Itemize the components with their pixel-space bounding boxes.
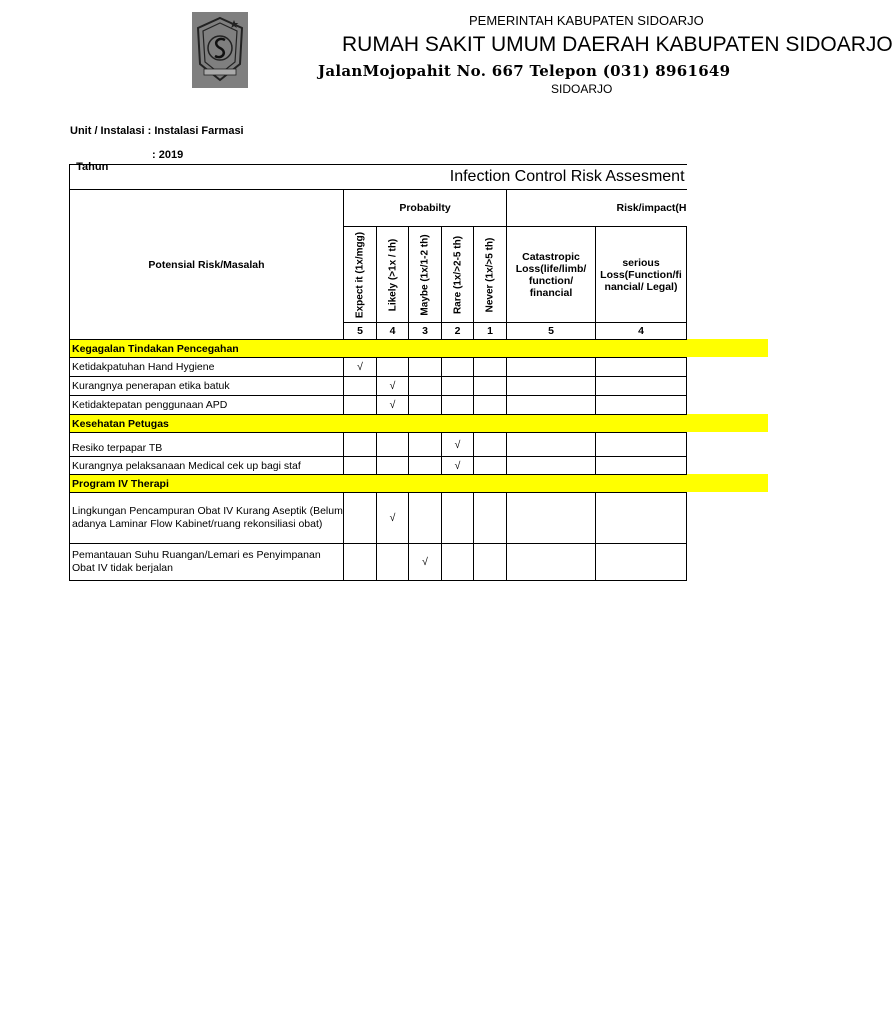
- score-cell: 4: [596, 323, 687, 340]
- year-label: Tahun: [76, 161, 109, 173]
- prob-header-maybe: Maybe (1x/1-2 th): [409, 227, 442, 323]
- table-row: [70, 377, 687, 396]
- impact-header-catastropic: Catastropic Loss(life/limb/ function/ financial: [507, 227, 596, 323]
- table-row: [70, 544, 687, 581]
- hospital-address: JalanMojopahit No. 667 Telepon (031) 8961649: [318, 62, 731, 80]
- risk-assessment-table: [69, 164, 687, 581]
- check-mark: √: [344, 358, 377, 377]
- year-value: : 2019: [152, 149, 184, 161]
- prob-header-rare: Rare (1x/>2-5 th): [442, 227, 474, 323]
- risk-item-label: Lingkungan Pencampuran Obat IV Kurang Aseptik (Belum adanya Laminar Flow Kabinet/ruang rekonsiliasi obat): [70, 493, 344, 544]
- section-title: Kegagalan Tindakan Pencegahan: [70, 340, 687, 358]
- prob-header-expect: Expect it (1x/mgg): [344, 227, 377, 323]
- hospital-city: SIDOARJO: [551, 82, 613, 96]
- check-mark: √: [442, 433, 474, 457]
- impact-header: Risk/impact(H: [507, 190, 687, 227]
- table-row: [70, 457, 687, 475]
- table-row: [70, 493, 687, 544]
- section-title: Program IV Therapi: [70, 475, 687, 493]
- unit-label: Unit / Instalasi : Instalasi Farmasi: [70, 125, 244, 137]
- letterhead: [0, 0, 893, 110]
- table-title: Infection Control Risk Assesment: [70, 165, 687, 190]
- prob-header-never: Never (1x/>5 th): [474, 227, 507, 323]
- check-mark: √: [409, 544, 442, 581]
- score-cell: 4: [377, 323, 409, 340]
- risk-item-label: Resiko terpapar TB: [70, 433, 344, 457]
- score-cell: 5: [344, 323, 377, 340]
- check-mark: √: [377, 396, 409, 415]
- table-row: [70, 358, 687, 377]
- risk-item-label: Kurangnya penerapan etika batuk: [70, 377, 344, 396]
- government-name: PEMERINTAH KABUPATEN SIDOARJO: [469, 13, 704, 28]
- risk-item-label: Ketidakpatuhan Hand Hygiene: [70, 358, 344, 377]
- score-cell: 3: [409, 323, 442, 340]
- impact-header-serious: serious Loss(Function/fi nancial/ Legal): [596, 227, 687, 323]
- score-cell: 1: [474, 323, 507, 340]
- risk-column-header: Potensial Risk/Masalah: [70, 190, 344, 340]
- probability-header: Probabilty: [344, 190, 507, 227]
- check-mark: √: [442, 457, 474, 475]
- check-mark: √: [377, 493, 409, 544]
- risk-item-label: Ketidaktepatan penggunaan APD: [70, 396, 344, 415]
- score-cell: 2: [442, 323, 474, 340]
- risk-item-label: Pemantauan Suhu Ruangan/Lemari es Penyimpanan Obat IV tidak berjalan: [70, 544, 344, 581]
- table-row: [70, 433, 687, 457]
- risk-item-label: Kurangnya pelaksanaan Medical cek up bagi staf: [70, 457, 344, 475]
- table-row: [70, 396, 687, 415]
- prob-header-likely: Likely (>1x / th): [377, 227, 409, 323]
- check-mark: √: [377, 377, 409, 396]
- hospital-name: RUMAH SAKIT UMUM DAERAH KABUPATEN SIDOARJO: [342, 33, 893, 56]
- section-title: Kesehatan Petugas: [70, 415, 687, 433]
- score-cell: 5: [507, 323, 596, 340]
